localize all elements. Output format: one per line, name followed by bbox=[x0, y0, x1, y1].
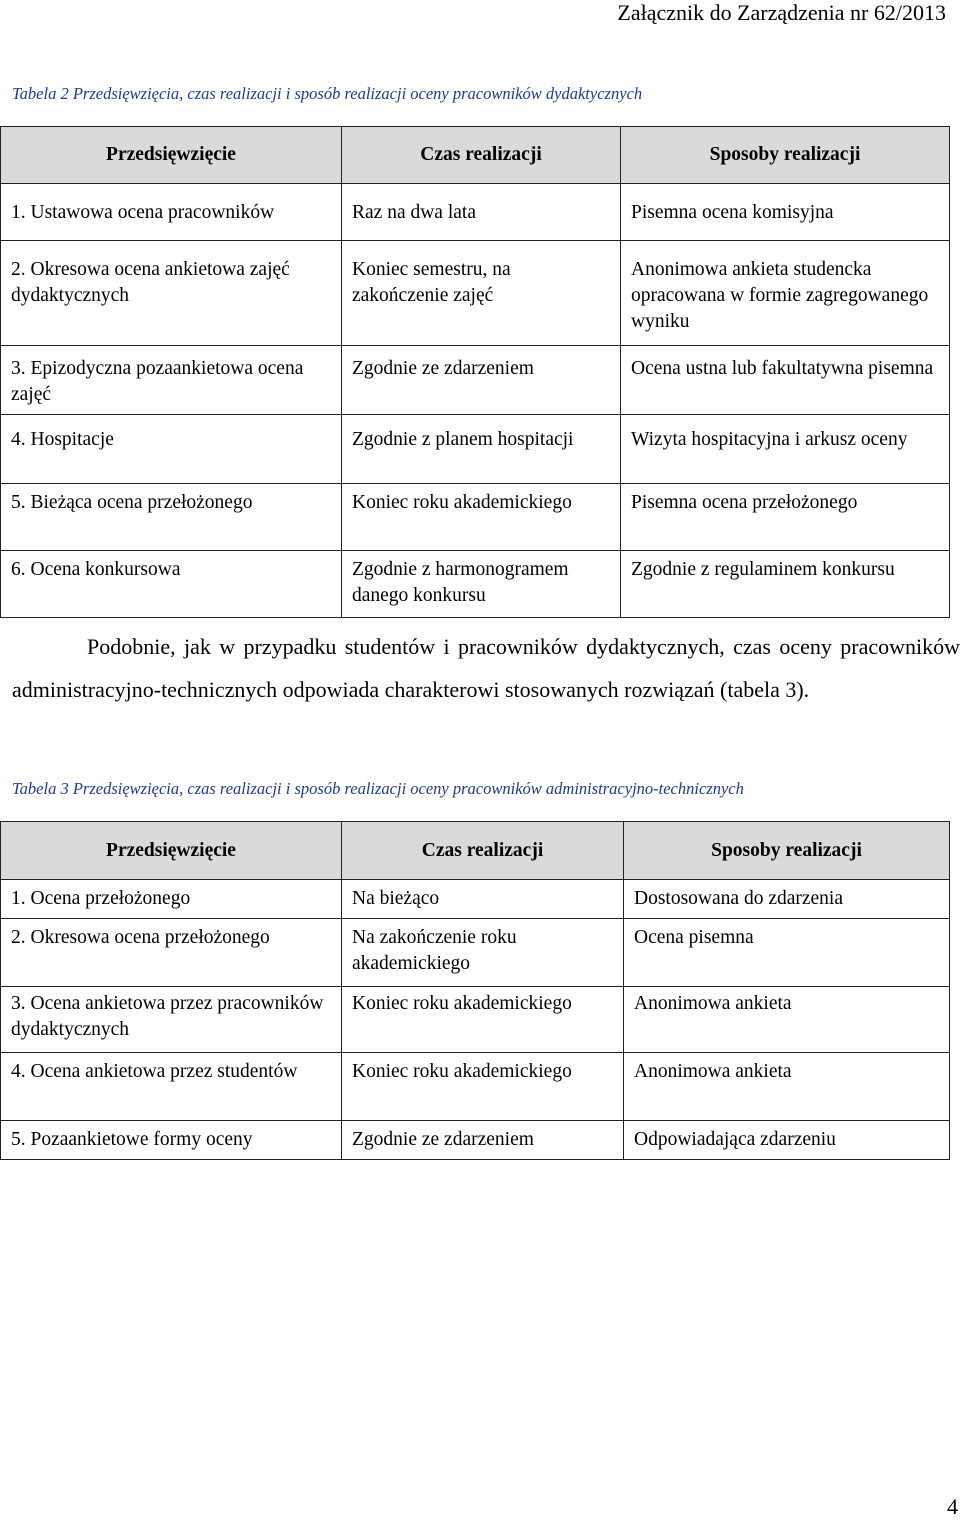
table-cell: Na zakończenie roku akademickiego bbox=[342, 919, 624, 987]
table-header-row bbox=[1, 127, 950, 184]
column-header: Sposoby realizacji bbox=[624, 822, 950, 880]
table-cell: Anonimowa ankieta bbox=[624, 987, 950, 1053]
table2 bbox=[0, 126, 950, 618]
table-row bbox=[1, 551, 950, 618]
table-row bbox=[1, 346, 950, 415]
column-header: Sposoby realizacji bbox=[621, 127, 950, 184]
table-cell: 5. Bieżąca ocena przełożonego bbox=[1, 484, 342, 551]
table-cell: Zgodnie ze zdarzeniem bbox=[342, 346, 621, 415]
table-row bbox=[1, 241, 950, 346]
table-row bbox=[1, 1053, 950, 1121]
table3 bbox=[0, 821, 950, 1160]
page-number: 4 bbox=[947, 1494, 958, 1519]
table-row bbox=[1, 1121, 950, 1160]
table-cell: Koniec semestru, na zakończenie zajęć bbox=[342, 241, 621, 346]
table-cell: 3. Epizodyczna pozaankietowa ocena zajęć bbox=[1, 346, 342, 415]
table-cell: Koniec roku akademickiego bbox=[342, 484, 621, 551]
table-cell: Zgodnie z harmonogramem danego konkursu bbox=[342, 551, 621, 618]
table-cell: Dostosowana do zdarzenia bbox=[624, 880, 950, 919]
table-cell: Ocena pisemna bbox=[624, 919, 950, 987]
table3-caption: Tabela 3 Przedsięwzięcia, czas realizacji i sposób realizacji oceny pracowników administracyjno-technicznych bbox=[12, 779, 744, 798]
column-header: Czas realizacji bbox=[342, 127, 621, 184]
table-cell: Odpowiadająca zdarzeniu bbox=[624, 1121, 950, 1160]
attachment-header: Załącznik do Zarządzenia nr 62/2013 bbox=[617, 0, 946, 25]
table-cell: Wizyta hospitacyjna i arkusz oceny bbox=[621, 415, 950, 484]
table2-caption: Tabela 2 Przedsięwzięcia, czas realizacji i sposób realizacji oceny pracowników dydaktycznych bbox=[12, 84, 643, 103]
table-cell: 1. Ocena przełożonego bbox=[1, 880, 342, 919]
table-cell: Raz na dwa lata bbox=[342, 184, 621, 241]
table-row bbox=[1, 987, 950, 1053]
table-header-row bbox=[1, 822, 950, 880]
table-cell: 3. Ocena ankietowa przez pracowników dydaktycznych bbox=[1, 987, 342, 1053]
column-header: Czas realizacji bbox=[342, 822, 624, 880]
table-cell: Zgodnie z planem hospitacji bbox=[342, 415, 621, 484]
table-cell: Zgodnie ze zdarzeniem bbox=[342, 1121, 624, 1160]
table-cell: 4. Hospitacje bbox=[1, 415, 342, 484]
table-cell: 5. Pozaankietowe formy oceny bbox=[1, 1121, 342, 1160]
table-row bbox=[1, 880, 950, 919]
table-row bbox=[1, 919, 950, 987]
column-header: Przedsięwzięcie bbox=[1, 822, 342, 880]
table-cell: Na bieżąco bbox=[342, 880, 624, 919]
table-cell: Ocena ustna lub fakultatywna pisemna bbox=[621, 346, 950, 415]
table-row bbox=[1, 415, 950, 484]
table-cell: Koniec roku akademickiego bbox=[342, 987, 624, 1053]
table-cell: Koniec roku akademickiego bbox=[342, 1053, 624, 1121]
table-cell: Pisemna ocena przełożonego bbox=[621, 484, 950, 551]
table-cell: 4. Ocena ankietowa przez studentów bbox=[1, 1053, 342, 1121]
table-row bbox=[1, 184, 950, 241]
table-row bbox=[1, 484, 950, 551]
table-cell: Zgodnie z regulaminem konkursu bbox=[621, 551, 950, 618]
table-cell: Pisemna ocena komisyjna bbox=[621, 184, 950, 241]
table-cell: 2. Okresowa ocena ankietowa zajęć dydaktycznych bbox=[1, 241, 342, 346]
body-paragraph bbox=[12, 625, 960, 711]
column-header: Przedsięwzięcie bbox=[1, 127, 342, 184]
table-cell: 6. Ocena konkursowa bbox=[1, 551, 342, 618]
paragraph-text: Podobnie, jak w przypadku studentów i pracowników dydaktycznych, czas oceny pracowników administracyjno-technicznych odpowiada charakterowi stosowanych rozwiązań (tabela 3). bbox=[12, 634, 960, 702]
table-cell: 1. Ustawowa ocena pracowników bbox=[1, 184, 342, 241]
table-cell: Anonimowa ankieta studencka opracowana w formie zagregowanego wyniku bbox=[621, 241, 950, 346]
table-cell: Anonimowa ankieta bbox=[624, 1053, 950, 1121]
table-cell: 2. Okresowa ocena przełożonego bbox=[1, 919, 342, 987]
